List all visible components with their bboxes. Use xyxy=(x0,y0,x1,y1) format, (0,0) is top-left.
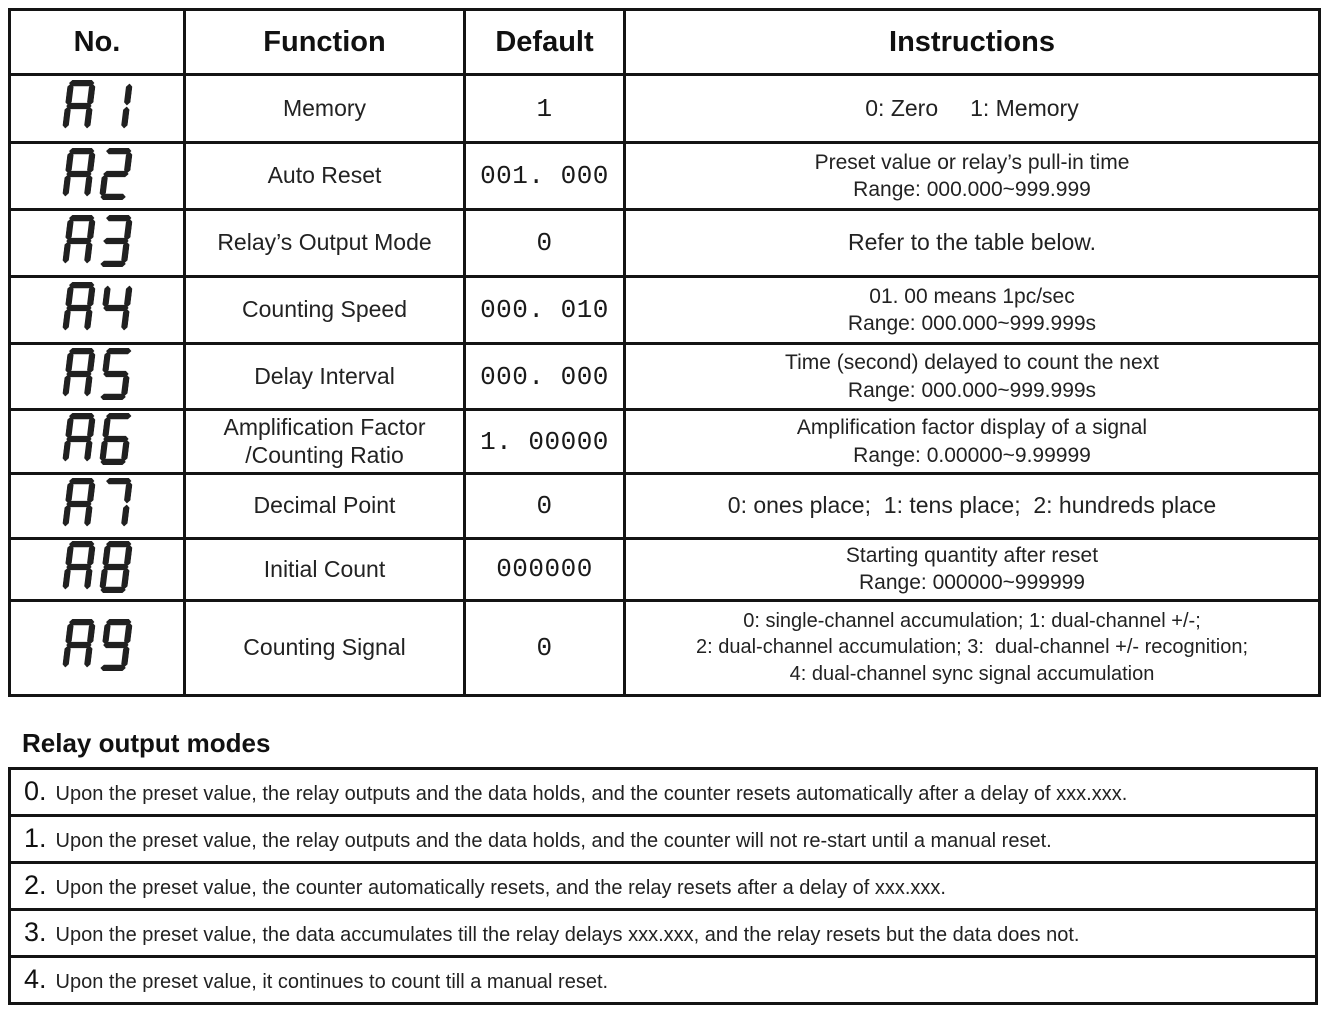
relay-mode-cell xyxy=(10,768,1317,815)
function-table-row xyxy=(10,600,1320,695)
param-code-cell xyxy=(10,210,185,277)
relay-modes-title: Relay output modes xyxy=(22,727,271,758)
col-header-function: Function xyxy=(185,10,465,75)
param-code-cell xyxy=(10,143,185,210)
param-code-cell xyxy=(10,410,185,474)
relay-mode-number: 0. xyxy=(24,776,47,807)
relay-mode-description: Upon the preset value, the relay outputs and the data holds, and the counter resets automatically after a delay of xxx.xxx. xyxy=(55,783,1128,806)
param-code-cell xyxy=(10,600,185,695)
default-value-cell: 000. 010 xyxy=(465,277,625,344)
function-cell xyxy=(185,600,465,695)
instruction-line: 0: Zero 1: Memory xyxy=(865,94,1079,121)
function-line: Delay Interval xyxy=(254,362,395,389)
seven-segment-display xyxy=(61,619,132,671)
function-table-row xyxy=(10,344,1320,410)
function-cell xyxy=(185,277,465,344)
seven-segment-display xyxy=(61,215,132,267)
function-cell xyxy=(185,474,465,539)
relay-mode-number: 3. xyxy=(24,917,47,948)
instruction-line: Range: 000.000~999.999s xyxy=(847,312,1097,335)
function-line: Relay’s Output Mode xyxy=(217,229,432,256)
function-table-header xyxy=(10,10,1320,75)
default-value-cell: 0 xyxy=(465,210,625,277)
function-table-row xyxy=(10,210,1320,277)
relay-mode-cell xyxy=(10,815,1317,862)
function-cell xyxy=(185,344,465,410)
function-line: Decimal Point xyxy=(253,492,396,519)
function-line: Initial Count xyxy=(263,555,386,582)
relay-mode-description: Upon the preset value, the data accumulates till the relay delays xxx.xxx, and the relay resets but the data does not. xyxy=(55,924,1080,947)
param-code-cell xyxy=(10,474,185,539)
function-cell xyxy=(185,210,465,277)
col-header-default: Default xyxy=(465,10,625,75)
function-table-row xyxy=(10,410,1320,474)
function-cell xyxy=(185,143,465,210)
relay-mode-description: Upon the preset value, the counter automatically resets, and the relay resets after a delay of xxx.xxx. xyxy=(55,877,946,900)
function-table-body xyxy=(10,75,1320,696)
seven-segment-display xyxy=(61,541,132,593)
relay-mode-number: 1. xyxy=(24,823,47,854)
instructions-cell xyxy=(625,344,1320,410)
default-value-cell: 0 xyxy=(465,474,625,539)
relay-mode-description: Upon the preset value, the relay outputs and the data holds, and the counter will not re-start until a manual reset. xyxy=(55,830,1052,853)
function-table-row xyxy=(10,474,1320,539)
default-value-cell: 001. 000 xyxy=(465,143,625,210)
relay-mode-row xyxy=(10,768,1317,815)
function-cell xyxy=(185,75,465,143)
function-line: /Counting Ratio xyxy=(245,441,404,468)
seven-segment-display xyxy=(61,413,132,465)
function-line: Counting Signal xyxy=(243,634,406,661)
default-value-cell: 0 xyxy=(465,600,625,695)
relay-mode-cell xyxy=(10,862,1317,909)
instruction-line: Amplification factor display of a signal xyxy=(796,416,1148,440)
default-value-cell: 000000 xyxy=(465,539,625,601)
param-code-cell xyxy=(10,344,185,410)
instruction-line: 0: ones place; 1: tens place; 2: hundreds place xyxy=(727,492,1217,519)
relay-modes-body xyxy=(10,768,1317,1003)
function-line: Memory xyxy=(282,94,367,121)
header-row xyxy=(10,10,1320,75)
instruction-line: 0: single-channel accumulation; 1: dual-channel +/-; xyxy=(743,610,1201,632)
instructions-cell xyxy=(625,210,1320,277)
default-value-cell: 000. 000 xyxy=(465,344,625,410)
instruction-line: Refer to the table below. xyxy=(847,229,1097,256)
col-header-no: No. xyxy=(10,10,185,75)
instruction-line: 2: dual-channel accumulation; 3: dual-channel +/- recognition; xyxy=(695,636,1248,659)
function-line: Counting Speed xyxy=(242,296,407,323)
relay-mode-number: 4. xyxy=(24,964,47,995)
function-table-row xyxy=(10,539,1320,601)
relay-modes-table xyxy=(8,767,1318,1005)
relay-mode-row xyxy=(10,956,1317,1003)
instruction-line: Preset value or relay’s pull-in time xyxy=(814,150,1130,174)
instructions-cell xyxy=(625,600,1320,695)
seven-segment-display xyxy=(61,148,132,200)
instructions-cell xyxy=(625,143,1320,210)
instruction-line: Range: 000.000~999.999 xyxy=(853,178,1091,201)
instruction-line: 4: dual-channel sync signal accumulation xyxy=(789,662,1155,685)
relay-mode-row xyxy=(10,862,1317,909)
relay-mode-cell xyxy=(10,956,1317,1003)
relay-mode-number: 2. xyxy=(24,870,47,901)
relay-mode-cell xyxy=(10,909,1317,956)
instructions-cell xyxy=(625,277,1320,344)
param-code-cell xyxy=(10,75,185,143)
instructions-cell xyxy=(625,75,1320,143)
instruction-line: Range: 000000~999999 xyxy=(859,571,1085,595)
instruction-line: Range: 0.00000~9.99999 xyxy=(853,443,1091,467)
seven-segment-display xyxy=(61,478,132,530)
param-code-cell xyxy=(10,539,185,601)
instruction-line: 01. 00 means 1pc/sec xyxy=(869,284,1075,308)
instruction-line: Range: 000.000~999.999s xyxy=(847,378,1097,402)
function-cell xyxy=(185,539,465,601)
relay-mode-row xyxy=(10,909,1317,956)
col-header-instructions: Instructions xyxy=(625,10,1320,75)
function-line: Amplification Factor xyxy=(223,414,426,441)
function-cell xyxy=(185,410,465,474)
relay-mode-description: Upon the preset value, it continues to count till a manual reset. xyxy=(55,971,609,994)
function-line: Auto Reset xyxy=(267,162,382,189)
instruction-line: Time (second) delayed to count the next xyxy=(785,351,1159,375)
seven-segment-display xyxy=(61,348,132,400)
default-value-cell: 1 xyxy=(465,75,625,143)
instructions-cell xyxy=(625,474,1320,539)
instructions-cell xyxy=(625,410,1320,474)
param-code-cell xyxy=(10,277,185,344)
instruction-line: Starting quantity after reset xyxy=(845,544,1099,567)
relay-mode-row xyxy=(10,815,1317,862)
seven-segment-display xyxy=(61,80,132,132)
function-table-row xyxy=(10,143,1320,210)
function-table-row xyxy=(10,277,1320,344)
default-value-cell: 1. 00000 xyxy=(465,410,625,474)
instructions-cell xyxy=(625,539,1320,601)
function-table-row xyxy=(10,75,1320,143)
function-table xyxy=(8,8,1321,697)
seven-segment-display xyxy=(61,282,132,334)
